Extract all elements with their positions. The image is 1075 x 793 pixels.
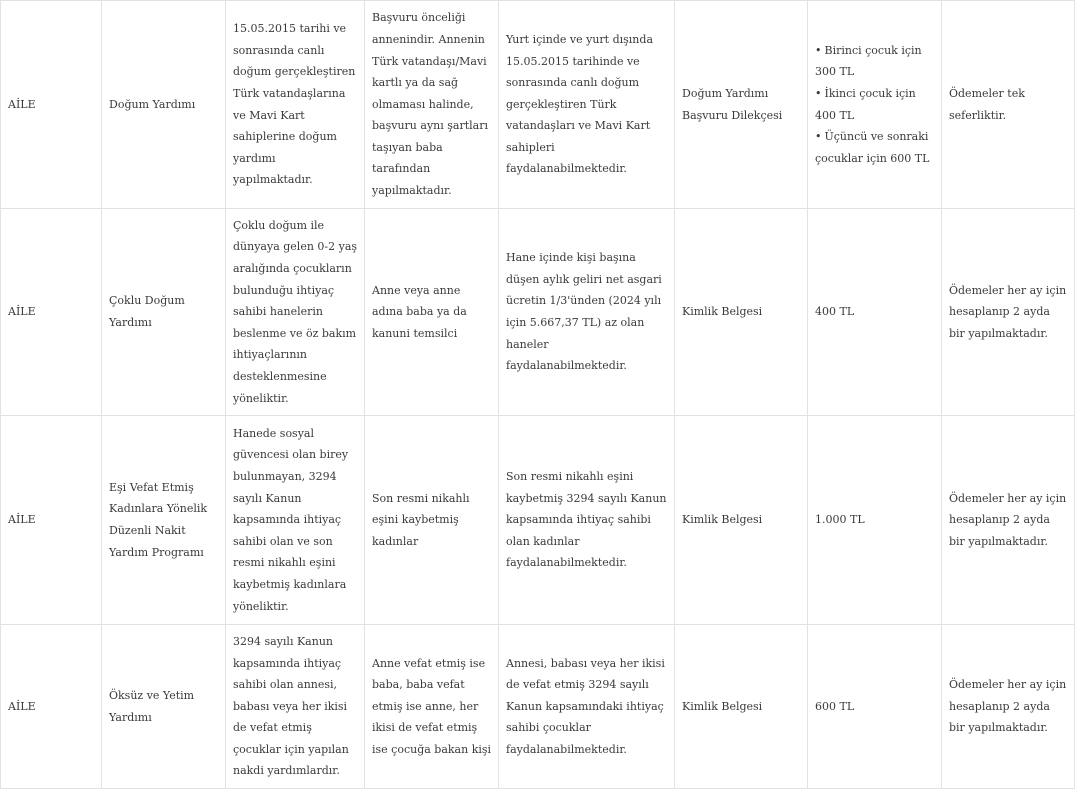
bullet-icon: • <box>815 43 822 57</box>
scope-cell: Çoklu doğum ile dünyaya gelen 0-2 yaş aralığında çocukların bulunduğu ihtiyaç sahibi hanelerin beslenme ve öz bakım ihtiyaçlarının desteklenmesine yöneliktir. <box>226 209 365 416</box>
scope-cell: Hanede sosyal güvencesi olan birey bulunmayan, 3294 sayılı Kanun kapsamında ihtiyaç sahibi olan ve son resmi nikahlı eşini kaybetmiş kadınlara yöneliktir. <box>226 416 365 625</box>
document-cell: Kimlik Belgesi <box>675 209 808 416</box>
eligibility-cell: Annesi, babası veya her ikisi de vefat etmiş 3294 sayılı Kanun kapsamındaki ihtiyaç sahibi çocuklar faydalanabilmektedir. <box>499 625 675 789</box>
amount-cell: 400 TL <box>808 209 942 416</box>
amount-list-item <box>815 126 935 169</box>
category-cell: AİLE <box>1 1 102 209</box>
category-cell: AİLE <box>1 209 102 416</box>
table-row <box>1 416 1075 625</box>
document-cell: Kimlik Belgesi <box>675 625 808 789</box>
applicant-cell: Son resmi nikahlı eşini kaybetmiş kadınlar <box>365 416 499 625</box>
amount-list-item-text: İkinci çocuk için 400 TL <box>815 86 916 122</box>
eligibility-cell: Hane içinde kişi başına düşen aylık geliri net asgari ücretin 1/3'ünden (2024 yılı için 5.667,37 TL) az olan haneler faydalanabilmektedir. <box>499 209 675 416</box>
payment-cell: Ödemeler tek seferliktir. <box>942 1 1075 209</box>
document-cell: Doğum Yardımı Başvuru Dilekçesi <box>675 1 808 209</box>
amount-cell: 600 TL <box>808 625 942 789</box>
payment-cell: Ödemeler her ay için hesaplanıp 2 ayda bir yapılmaktadır. <box>942 625 1075 789</box>
bullet-icon: • <box>815 130 822 144</box>
amount-list-item-text: Birinci çocuk için 300 TL <box>815 43 922 79</box>
program-name-cell: Doğum Yardımı <box>102 1 226 209</box>
amount-list-item <box>815 40 935 83</box>
table-row <box>1 1 1075 209</box>
applicant-cell: Anne veya anne adına baba ya da kanuni temsilci <box>365 209 499 416</box>
payment-cell: Ödemeler her ay için hesaplanıp 2 ayda bir yapılmaktadır. <box>942 209 1075 416</box>
category-cell: AİLE <box>1 416 102 625</box>
applicant-cell: Başvuru önceliği annenindir. Annenin Türk vatandaşı/Mavi kartlı ya da sağ olmaması halinde, başvuru aynı şartları taşıyan baba tarafından yapılmaktadır. <box>365 1 499 209</box>
program-name-cell: Eşi Vefat Etmiş Kadınlara Yönelik Düzenli Nakit Yardım Programı <box>102 416 226 625</box>
payment-cell: Ödemeler her ay için hesaplanıp 2 ayda bir yapılmaktadır. <box>942 416 1075 625</box>
table-row <box>1 209 1075 416</box>
program-name-cell: Öksüz ve Yetim Yardımı <box>102 625 226 789</box>
table-row <box>1 625 1075 789</box>
amount-list <box>815 40 935 170</box>
scope-cell: 15.05.2015 tarihi ve sonrasında canlı doğum gerçekleştiren Türk vatandaşlarına ve Mavi Kart sahiplerine doğum yardımı yapılmaktadır. <box>226 1 365 209</box>
scope-cell: 3294 sayılı Kanun kapsamında ihtiyaç sahibi olan annesi, babası veya her ikisi de vefat etmiş çocuklar için yapılan nakdi yardımlardır. <box>226 625 365 789</box>
applicant-cell: Anne vefat etmiş ise baba, baba vefat etmiş ise anne, her ikisi de vefat etmiş ise çocuğa bakan kişi <box>365 625 499 789</box>
eligibility-cell: Yurt içinde ve yurt dışında 15.05.2015 tarihinde ve sonrasında canlı doğum gerçekleştiren Türk vatandaşları ve Mavi Kart sahipleri faydalanabilmektedir. <box>499 1 675 209</box>
eligibility-cell: Son resmi nikahlı eşini kaybetmiş 3294 sayılı Kanun kapsamında ihtiyaç sahibi olan kadınlar faydalanabilmektedir. <box>499 416 675 625</box>
amount-list-item-text: Üçüncü ve sonraki çocuklar için 600 TL <box>815 130 930 165</box>
document-cell: Kimlik Belgesi <box>675 416 808 625</box>
program-name-cell: Çoklu Doğum Yardımı <box>102 209 226 416</box>
amount-cell: 1.000 TL <box>808 416 942 625</box>
bullet-icon: • <box>815 86 822 100</box>
category-cell: AİLE <box>1 625 102 789</box>
amount-cell <box>808 1 942 209</box>
amount-list-item <box>815 83 935 126</box>
